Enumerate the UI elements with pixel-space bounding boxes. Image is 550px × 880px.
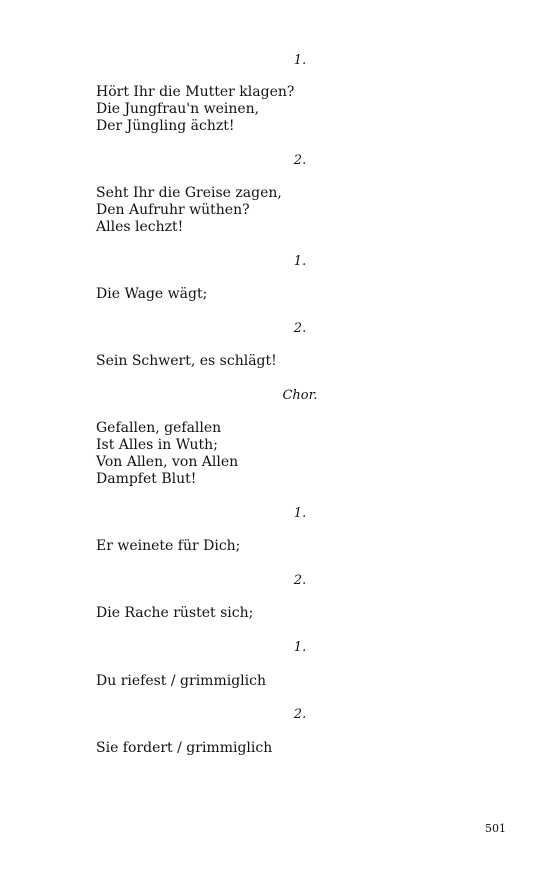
stanza xyxy=(96,673,266,690)
verse-line: Den Aufruhr wüthen? xyxy=(96,202,250,218)
stanza xyxy=(96,84,294,135)
verse-line: Die Rache rüstet sich; xyxy=(96,605,254,621)
verse-line: Der Jüngling ächzt! xyxy=(96,118,235,134)
speaker-label: 1. xyxy=(293,254,307,269)
speaker-label: 2. xyxy=(293,707,307,722)
verse-line: Sie fordert / grimmiglich xyxy=(96,740,273,756)
speaker-label: 2. xyxy=(293,321,307,336)
verse-line: Ist Alles in Wuth; xyxy=(96,437,218,453)
stanza xyxy=(96,420,238,488)
verse-line: Seht Ihr die Greise zagen, xyxy=(96,185,282,201)
stanza xyxy=(96,538,240,555)
verse-line: Sein Schwert, es schlägt! xyxy=(96,353,277,369)
verse-line: Die Jungfrau'n weinen, xyxy=(96,101,260,117)
speaker-label: Chor. xyxy=(282,388,318,403)
verse-line: Du riefest / grimmiglich xyxy=(96,673,266,689)
verse-line: Alles lechzt! xyxy=(96,219,184,235)
page-number: 501 xyxy=(485,822,506,835)
verse-line: Dampfet Blut! xyxy=(96,471,197,487)
stanza xyxy=(96,286,207,303)
stanza xyxy=(96,605,253,622)
verse-line: Von Allen, von Allen xyxy=(96,454,239,470)
verse-line: Die Wage wägt; xyxy=(96,286,208,302)
stanza xyxy=(96,353,277,370)
stanza xyxy=(96,185,282,236)
stanza xyxy=(96,740,272,757)
speaker-label: 1. xyxy=(293,53,307,68)
verse-line: Hört Ihr die Mutter klagen? xyxy=(96,84,295,100)
verse-line: Er weinete für Dich; xyxy=(96,538,241,554)
verse-line: Gefallen, gefallen xyxy=(96,420,222,436)
speaker-label: 1. xyxy=(293,640,307,655)
speaker-label: 2. xyxy=(293,153,307,168)
speaker-label: 1. xyxy=(293,506,307,521)
speaker-label: 2. xyxy=(293,573,307,588)
